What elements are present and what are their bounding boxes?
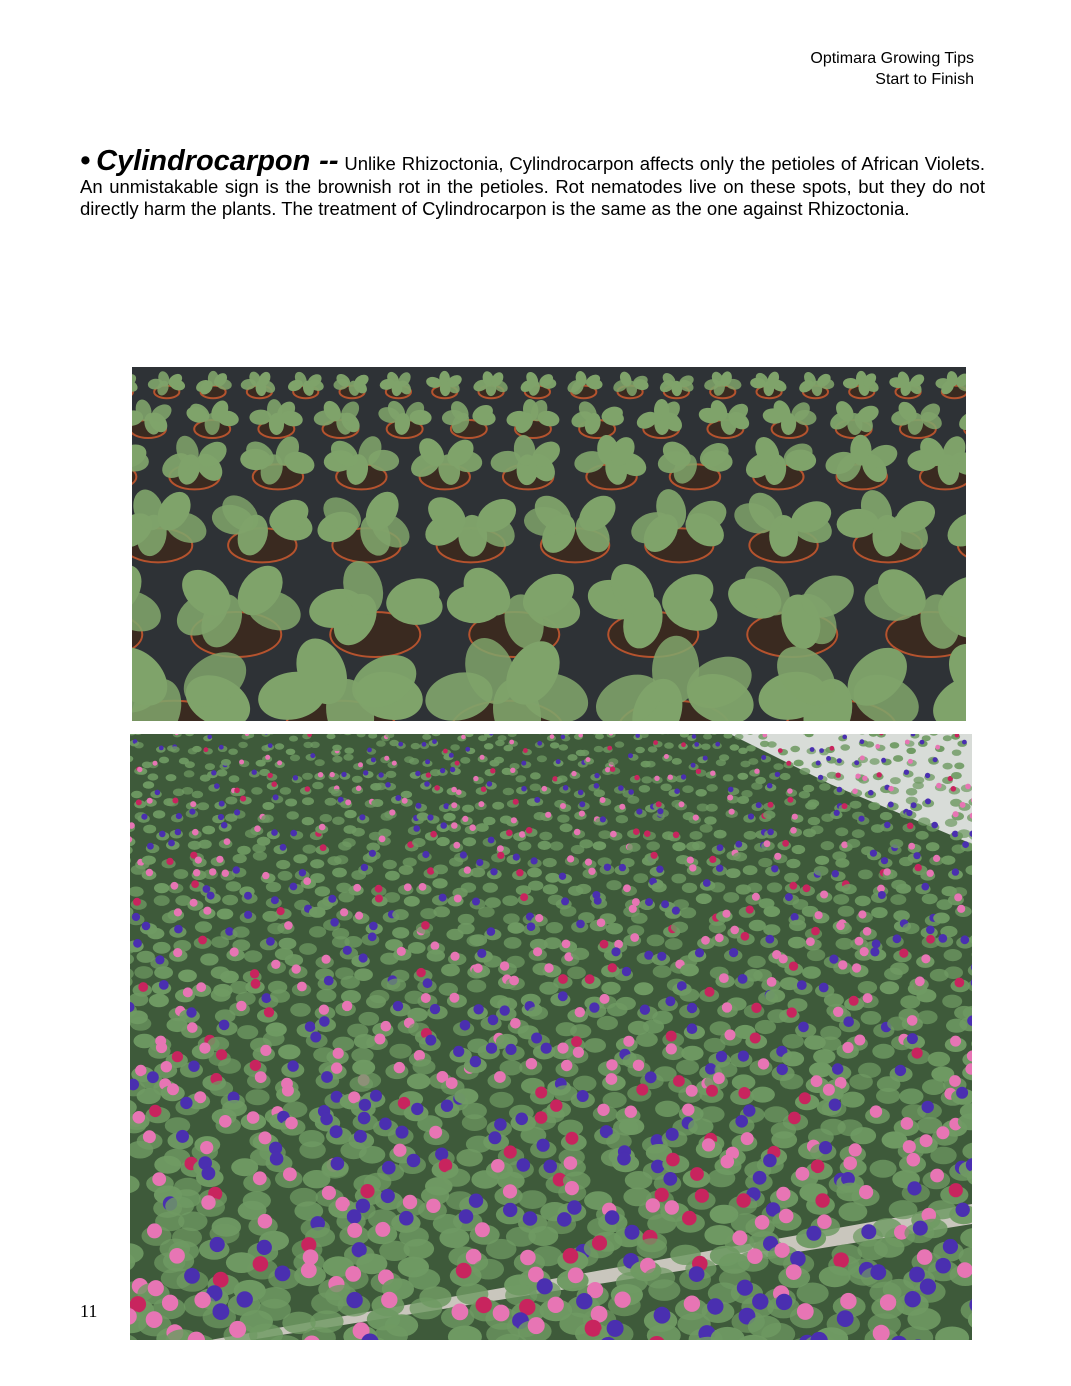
section-paragraph <box>80 145 986 221</box>
seedling-tray-image <box>132 367 966 721</box>
section-bullet: • <box>80 145 91 177</box>
flowering-violets-photo <box>130 734 972 1340</box>
running-header <box>810 48 974 90</box>
header-line-1: Optimara Growing Tips <box>810 50 974 67</box>
flowering-violets-image <box>130 734 972 1340</box>
seedling-tray-photo <box>132 367 966 721</box>
section-body: Unlike Rhizoctonia, Cylindrocarpon affects only the petioles of African Violets. An unmistakable sign is the brownish rot in the petioles. Rot nematodes live on these spots, but they do not directly harm the plants. The treatment of Cylindrocarpon is the same as the one against Rhizoctonia. <box>80 153 986 219</box>
page-number: 11 <box>80 1301 98 1321</box>
section-term: Cylindrocarpon -- <box>96 145 339 177</box>
header-line-2: Start to Finish <box>875 71 974 88</box>
